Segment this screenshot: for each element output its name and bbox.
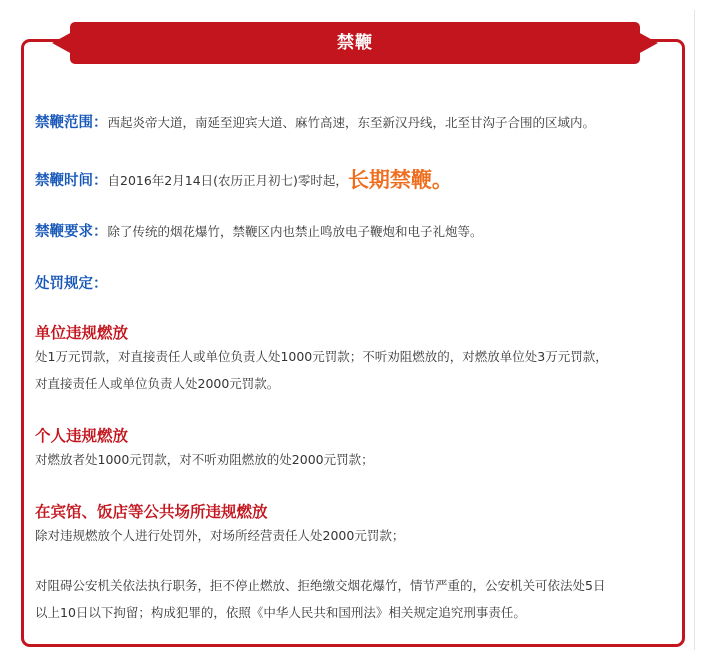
penalty-label: 处罚规定： <box>35 276 108 292</box>
time-label: 禁鞭时间： <box>35 173 108 189</box>
scope-label: 禁鞭范围： <box>35 115 108 131</box>
scope-text: 西起炎帝大道，南延至迎宾大道、麻竹高速，东至新汉丹线，北至甘沟子合围的区域内。 <box>107 115 596 130</box>
personal-violation-heading: 个人违规燃放 <box>35 427 129 445</box>
scope-row <box>35 111 595 132</box>
page-title: 禁鞭 <box>337 33 373 53</box>
personal-violation-text: 对燃放者处1000元罚款，对不听劝阻燃放的处2000元罚款； <box>35 452 374 467</box>
requirement-text: 除了传统的烟花爆竹，禁鞭区内也禁止鸣放电子鞭炮和电子礼炮等。 <box>107 224 483 239</box>
page-edge-divider <box>694 10 695 650</box>
public-place-violation-text: 除对违规燃放个人进行处罚外，对场所经营责任人处2000元罚款； <box>35 528 405 543</box>
unit-violation-heading: 单位违规燃放 <box>35 324 129 342</box>
unit-violation-text <box>35 343 675 397</box>
time-highlight: 长期禁鞭。 <box>347 168 453 192</box>
time-row <box>35 164 453 194</box>
time-text: 自2016年2月14日(农历正月初七)零时起， <box>107 173 348 188</box>
requirement-label: 禁鞭要求： <box>35 224 108 240</box>
obstruction-text <box>35 572 675 626</box>
requirement-row <box>35 220 483 241</box>
public-place-violation-heading: 在宾馆、饭店等公共场所违规燃放 <box>35 503 268 521</box>
obstruction-line-2: 以上10日以下拘留；构成犯罪的，依照《中华人民共和国刑法》相关规定追究刑事责任。 <box>35 605 526 620</box>
unit-violation-line-2: 对直接责任人或单位负责人处2000元罚款。 <box>35 376 280 391</box>
obstruction-line-1: 对阻碍公安机关依法执行职务，拒不停止燃放、拒绝缴交烟花爆竹，情节严重的，公安机关可依法处5日 <box>35 578 606 593</box>
title-ribbon <box>52 22 658 64</box>
penalty-heading-row <box>35 272 108 293</box>
unit-violation-line-1: 处1万元罚款，对直接责任人或单位负责人处1000元罚款；不听劝阻燃放的，对燃放单位处3万元罚款， <box>35 349 608 364</box>
